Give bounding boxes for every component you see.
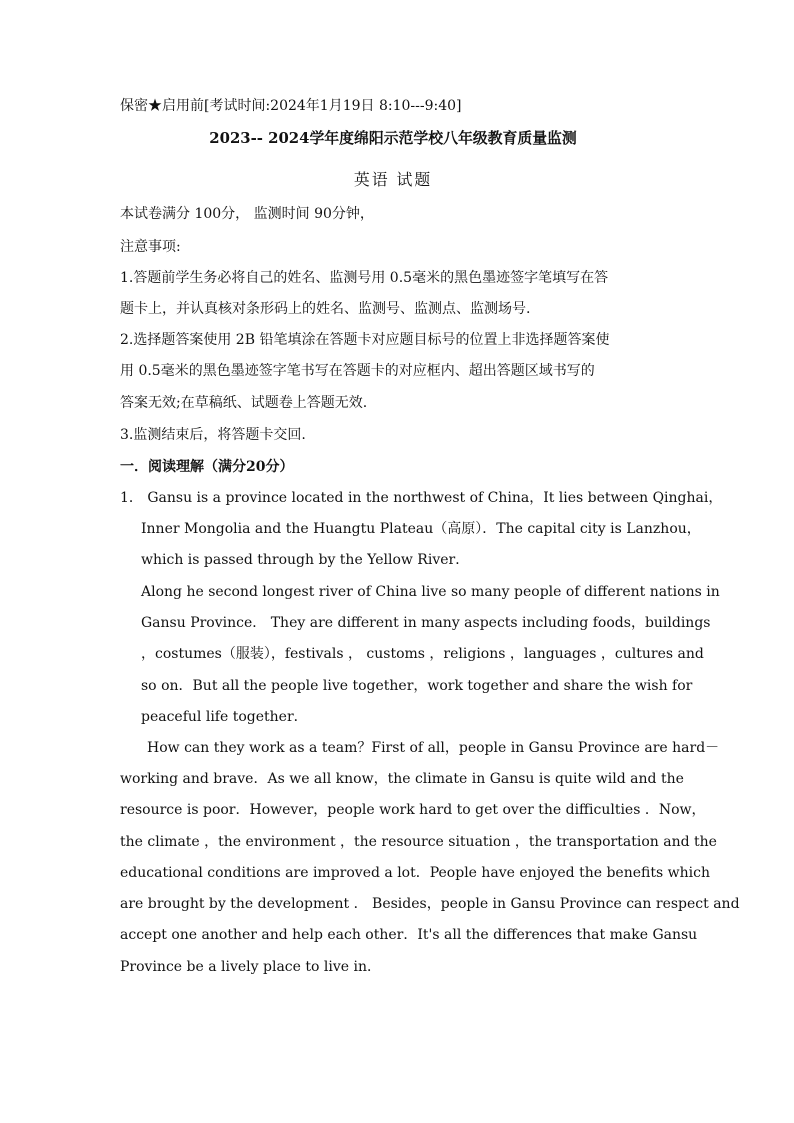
passage-line: accept one another and help each other．It's all the differences that make Gansu (120, 927, 698, 943)
notice-line: 用 0.5毫米的黑色墨迹签字笔书写在答题卡的对应框内、超出答题区域书写的 (120, 363, 595, 379)
subject-title: 英语 试题 (353, 170, 433, 189)
section-heading: 一．阅读理解（满分20分） (120, 459, 294, 475)
notice-heading: 注意事项: (120, 239, 181, 255)
passage-line: educational conditions are improved a lot．People have enjoyed the benefits which (120, 865, 710, 881)
passage-line: resource is poor．However，people work hard to get over the difficulties ．Now， (120, 802, 706, 818)
notice-line: 答案无效;在草稿纸、试题卷上答题无效. (120, 395, 368, 411)
passage-line: the climate ，the environment ，the resource situation ，the transportation and the (120, 834, 717, 850)
notice-line: 题卡上，并认真核对条形码上的姓名、监测号、监测点、监测场号. (120, 301, 531, 317)
score-time-note: 本试卷满分 100分， 监测时间 90分钟， (120, 206, 374, 222)
passage-line: which is passed through by the Yellow River． (141, 552, 470, 568)
notice-line: 1.答题前学生务必将自己的姓名、监测号用 0.5毫米的黑色墨迹签字笔填写在答 (120, 270, 609, 286)
notice-line: 3.监测结束后，将答题卡交回. (120, 427, 306, 443)
passage-line: 1． Gansu is a province located in the northwest of China，It lies between Qinghai， (120, 490, 723, 506)
passage-line: Gansu Province． They are different in many aspects including foods，buildings (141, 615, 711, 631)
confidential-line: 保密★启用前[考试时间:2024年1月19日 8:10---9:40] (120, 98, 462, 114)
passage-line: Province be a lively place to live in． (120, 959, 381, 975)
passage-line: How can they work as a team？First of all，people in Gansu Province are hard－ (147, 740, 720, 756)
passage-line: Inner Mongolia and the Huangtu Plateau（高原）．The capital city is Lanzhou， (141, 521, 701, 537)
passage-line: peaceful life together． (141, 709, 308, 725)
passage-line: working and brave．As we all know，the climate in Gansu is quite wild and the (120, 771, 684, 787)
notice-line: 2.选择题答案使用 2B 铅笔填涂在答题卡对应题目标号的位置上非选择题答案使 (120, 332, 610, 348)
passage-line: so on．But all the people live together，work together and share the wish for (141, 678, 693, 694)
passage-line: ，costumes（服装），festivals ， customs ，religions ，languages ，cultures and (141, 646, 704, 662)
exam-title: 2023-- 2024学年度绵阳示范学校八年级教育质量监测 (209, 129, 577, 147)
passage-line: are brought by the development ． Besides，people in Gansu Province can respect and (120, 896, 740, 912)
passage-line: Along he second longest river of China live so many people of different nations in (141, 584, 720, 600)
